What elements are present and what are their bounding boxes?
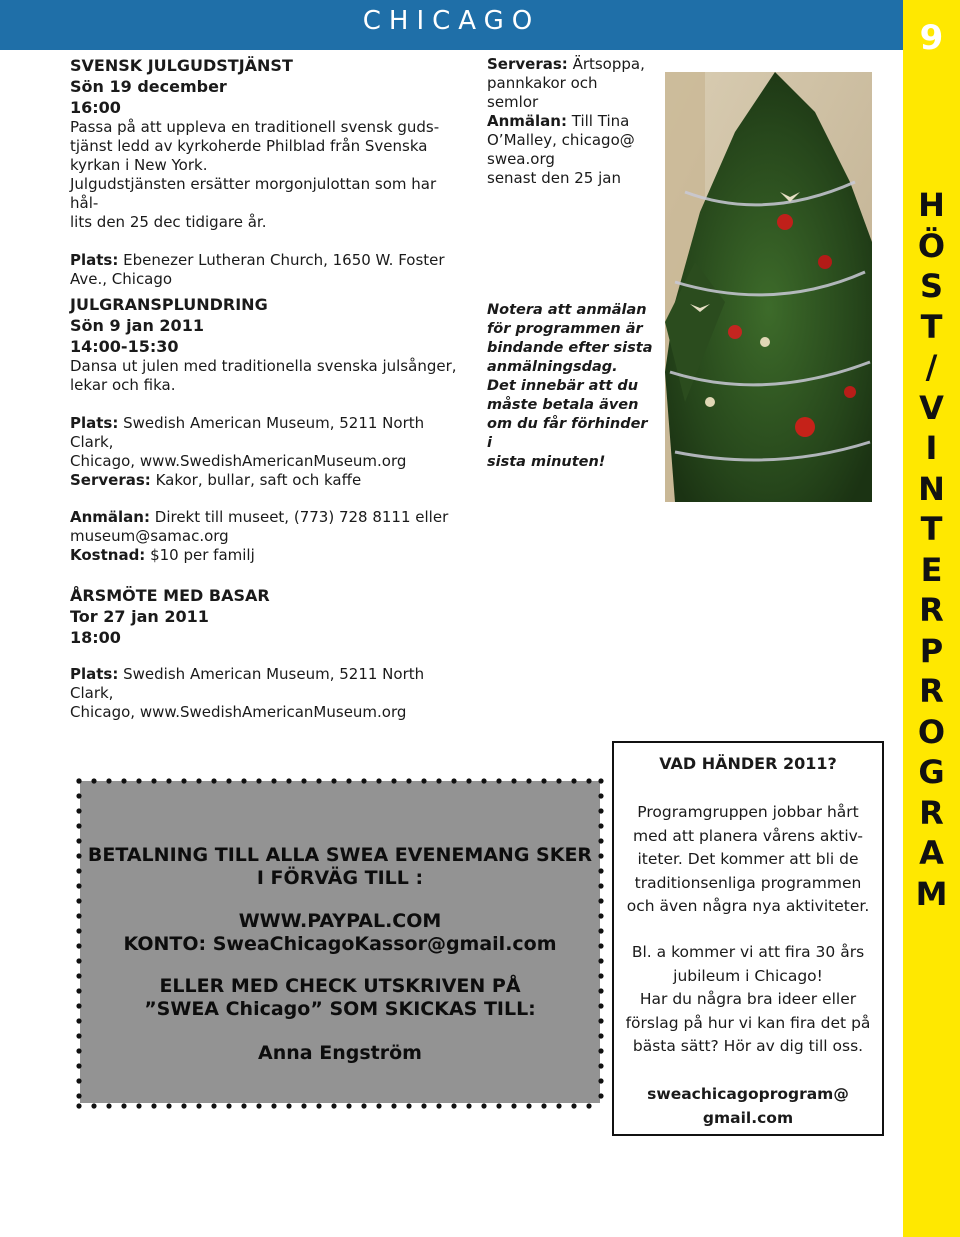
border-dot [556, 1103, 561, 1108]
place-text: Ave., Chicago [70, 270, 173, 288]
border-dot [361, 778, 366, 783]
cost-label: Kostnad: [70, 546, 146, 564]
border-dot [361, 1103, 366, 1108]
border-dot [91, 778, 96, 783]
place-text: Chicago, www.SwedishAmericanMuseum.org [70, 703, 407, 721]
border-dot [106, 1103, 111, 1108]
border-dot [598, 778, 603, 783]
payment-line: ELLER MED CHECK UTSKRIVEN PÅ [159, 975, 521, 997]
desc-line: lits den 25 dec tidigare år. [70, 213, 267, 231]
place-text: Ebenezer Lutheran Church, 1650 W. Foster [123, 251, 445, 269]
place-label: Plats: [70, 251, 119, 269]
border-dot [391, 778, 396, 783]
side-title-letter: T [920, 307, 943, 346]
border-dot [598, 823, 603, 828]
border-dot [598, 838, 603, 843]
border-dot [76, 1033, 81, 1038]
event-date: Sön 19 december [70, 77, 227, 96]
border-dot [151, 1103, 156, 1108]
border-dot [376, 1103, 381, 1108]
served-text: Kakor, bullar, saft och kaffe [155, 471, 362, 489]
side-title-letter: R [919, 793, 944, 832]
event-place [70, 665, 465, 722]
served-signup-block [487, 55, 657, 188]
border-dot [496, 1103, 501, 1108]
border-dot [541, 778, 546, 783]
event-place [70, 251, 465, 289]
border-dot [406, 778, 411, 783]
border-dot [598, 898, 603, 903]
event-time: 14:00-15:30 [70, 337, 179, 356]
border-dot [316, 1103, 321, 1108]
served-text: semlor [487, 93, 539, 111]
border-dot [526, 1103, 531, 1108]
notice-line: sista minuten! [487, 454, 606, 470]
served-text: pannkakor och [487, 74, 598, 92]
border-dot [121, 1103, 126, 1108]
dotted-border-bottom [76, 1103, 604, 1109]
border-dot [598, 808, 603, 813]
side-title-letter: I [925, 429, 938, 467]
side-title-letter: R [919, 591, 944, 629]
signup-text: Direkt till museet, (773) 728 8111 eller [154, 508, 449, 526]
border-dot [211, 778, 216, 783]
border-dot [241, 1103, 246, 1108]
dotted-border-top [76, 778, 604, 784]
border-dot [496, 778, 501, 783]
border-dot [136, 778, 141, 783]
event-title: ÅRSMÖTE MED BASAR [70, 586, 270, 605]
side-title-letter: O [917, 712, 946, 751]
side-title-letter: R [919, 672, 944, 710]
served-label: Serveras: [487, 55, 568, 73]
border-dot [76, 958, 81, 963]
payment-line: I FÖRVÄG TILL : [256, 867, 424, 889]
border-dot [571, 778, 576, 783]
border-dot [436, 1103, 441, 1108]
notice-line: Det innebär att du [487, 378, 639, 394]
event-time: 18:00 [70, 628, 121, 647]
event-date: Tor 27 jan 2011 [70, 607, 209, 626]
info-line: med att planera vårens aktiv- [632, 826, 864, 845]
event-place [70, 414, 465, 490]
event-signup [70, 508, 465, 565]
border-dot [511, 778, 516, 783]
border-dot [196, 778, 201, 783]
event-time: 16:00 [70, 98, 121, 117]
signup-text: museum@samac.org [70, 527, 229, 545]
info-line: Bl. a kommer vi att fira 30 års [631, 943, 865, 961]
cost-text: $10 per familj [150, 546, 255, 564]
border-dot [316, 778, 321, 783]
christmas-tree-photo [665, 72, 872, 502]
border-dot [196, 1103, 201, 1108]
border-dot [271, 1103, 276, 1108]
side-title-letter: M [915, 874, 948, 913]
border-dot [421, 778, 426, 783]
border-dot [511, 1103, 516, 1108]
info-line: och även några nya aktiviteter. [626, 897, 870, 915]
border-dot [451, 778, 456, 783]
border-dot [436, 778, 441, 783]
side-title-letter: / [925, 348, 938, 386]
border-dot [346, 1103, 351, 1108]
border-dot [391, 1103, 396, 1108]
info-title: VAD HÄNDER 2011? [659, 754, 837, 773]
place-label: Plats: [70, 414, 119, 432]
border-dot [406, 1103, 411, 1108]
info-line: traditionsenliga programmen [634, 873, 862, 892]
border-dot [331, 778, 336, 783]
info-line: jubileum i Chicago! [673, 966, 823, 985]
border-dot [526, 778, 531, 783]
border-dot [76, 808, 81, 813]
info-line: bästa sätt? Hör av dig till oss. [632, 1037, 864, 1055]
info-line: iteter. Det kommer att bli de [637, 850, 859, 868]
info-email [612, 1083, 884, 1130]
border-dot [256, 1103, 261, 1108]
border-dot [598, 1093, 603, 1098]
payment-account: KONTO: SweaChicagoKassor@gmail.com [123, 933, 557, 955]
side-vertical-title [903, 185, 960, 914]
border-dot [598, 793, 603, 798]
border-dot [481, 778, 486, 783]
desc-line: lekar och fika. [70, 376, 176, 394]
border-dot [598, 1033, 603, 1038]
border-dot [556, 778, 561, 783]
event-title: JULGRANSPLUNDRING [70, 295, 268, 314]
border-dot [76, 838, 81, 843]
border-dot [598, 958, 603, 963]
notice-line: anmälningsdag. [487, 359, 618, 375]
border-dot [76, 1078, 81, 1083]
served-text: Ärtsoppa, [572, 55, 645, 73]
notice-line: om du får förhinder i [487, 416, 648, 451]
border-dot [376, 778, 381, 783]
info-line: Programgruppen jobbar hårt [637, 803, 859, 821]
notice-line: bindande efter sista [487, 340, 653, 356]
border-dot [331, 1103, 336, 1108]
side-title-letter: G [918, 753, 945, 791]
email-line: sweachicagoprogram@ [647, 1085, 849, 1103]
desc-line: Dansa ut julen med traditionella svenska julsånger, [70, 357, 457, 375]
event-julgudstjanst [70, 55, 465, 289]
desc-line: Passa på att uppleva en traditionell svensk guds- [70, 118, 440, 136]
desc-line: kyrkan i New York. [70, 156, 208, 174]
side-title-letter: Ö [917, 226, 946, 265]
side-title-letter: H [918, 186, 945, 224]
border-dot [541, 1103, 546, 1108]
signup-label: Anmälan: [70, 508, 150, 526]
event-description [70, 118, 465, 232]
signup-label: Anmälan: [487, 112, 567, 130]
signup-text: senast den 25 jan [487, 169, 621, 187]
notice-line: måste betala även [487, 397, 639, 413]
border-dot [466, 778, 471, 783]
border-dot [421, 1103, 426, 1108]
info-paragraph-2 [612, 941, 884, 1059]
side-title-letter: N [918, 469, 945, 508]
border-dot [256, 778, 261, 783]
page-number: 9 [919, 18, 944, 58]
border-dot [241, 778, 246, 783]
header-title: CHICAGO [362, 6, 541, 36]
notice-line: Notera att anmälan [487, 302, 647, 318]
desc-line: tjänst ledd av kyrkoherde Philblad från Svenska [70, 137, 428, 155]
payment-recipient: Anna Engström [258, 1042, 422, 1064]
border-dot [226, 778, 231, 783]
border-dot [346, 778, 351, 783]
border-dot [571, 1103, 576, 1108]
border-dot [481, 1103, 486, 1108]
signup-text: O’Malley, chicago@ [487, 131, 635, 149]
border-dot [166, 1103, 171, 1108]
side-title-letter: T [920, 510, 943, 548]
event-description [70, 357, 465, 395]
border-dot [301, 778, 306, 783]
payment-line: BETALNING TILL ALLA SWEA EVENEMANG SKER [87, 844, 593, 866]
border-dot [76, 898, 81, 903]
border-dot [136, 1103, 141, 1108]
border-dot [586, 778, 591, 783]
border-dot [151, 778, 156, 783]
border-dot [451, 1103, 456, 1108]
border-dot [76, 1093, 81, 1098]
place-label: Plats: [70, 665, 119, 683]
border-dot [106, 778, 111, 783]
border-dot [91, 1103, 96, 1108]
border-dot [211, 1103, 216, 1108]
payment-line: ”SWEA Chicago” SOM SKICKAS TILL: [144, 998, 536, 1020]
border-dot [286, 778, 291, 783]
side-title-letter: S [919, 267, 944, 305]
event-arsmote [70, 585, 465, 722]
place-text: Swedish American Museum, 5211 North Clark, [70, 414, 425, 451]
place-text: Swedish American Museum, 5211 North Clark, [70, 665, 425, 702]
email-line: gmail.com [702, 1108, 794, 1127]
served-label: Serveras: [70, 471, 151, 489]
info-paragraph-1 [612, 801, 884, 919]
event-date: Sön 9 jan 2011 [70, 316, 204, 335]
border-dot [226, 1103, 231, 1108]
info-line: Har du några bra ideer eller [639, 990, 857, 1008]
border-dot [76, 793, 81, 798]
info-line: förslag på hur vi kan fira det på [625, 1013, 871, 1032]
border-dot [271, 778, 276, 783]
side-title-letter: A [919, 834, 944, 872]
border-dot [76, 1063, 81, 1068]
place-text: Chicago, www.SwedishAmericanMuseum.org [70, 452, 407, 470]
side-title-letter: V [919, 388, 944, 427]
border-dot [121, 778, 126, 783]
event-title: SVENSK JULGUDSTJÄNST [70, 56, 293, 75]
border-dot [586, 1103, 591, 1108]
desc-line: Julgudstjänsten ersätter morgonjulottan som har hål- [70, 175, 437, 212]
side-title-letter: E [920, 550, 943, 589]
side-title-letter: P [919, 631, 944, 670]
payment-paypal: WWW.PAYPAL.COM [238, 910, 442, 932]
border-dot [166, 778, 171, 783]
border-dot [181, 778, 186, 783]
binding-notice [487, 301, 657, 472]
event-julgransplundring [70, 294, 465, 565]
border-dot [76, 823, 81, 828]
border-dot [466, 1103, 471, 1108]
border-dot [181, 1103, 186, 1108]
border-dot [301, 1103, 306, 1108]
border-dot [598, 1063, 603, 1068]
notice-line: för programmen är [487, 321, 643, 337]
signup-text: Till Tina [571, 112, 630, 130]
christmas-tree-image [665, 72, 872, 502]
border-dot [286, 1103, 291, 1108]
border-dot [76, 778, 81, 783]
border-dot [598, 1078, 603, 1083]
signup-text: swea.org [487, 150, 555, 168]
